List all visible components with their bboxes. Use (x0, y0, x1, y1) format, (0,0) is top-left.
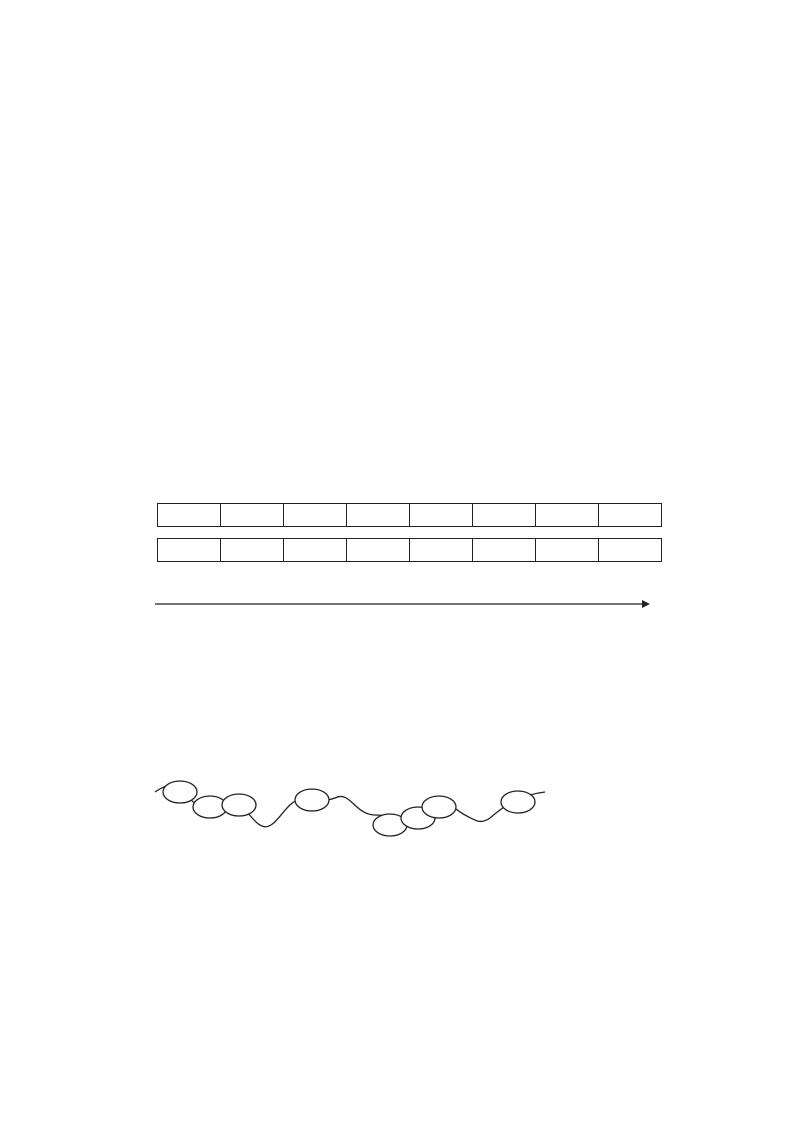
fill-circle[interactable] (295, 789, 329, 811)
sequence-cell[interactable] (284, 504, 347, 526)
sequence-cell[interactable] (347, 504, 410, 526)
sequence-cell[interactable] (221, 539, 284, 561)
fill-circle[interactable] (501, 791, 535, 813)
circle-chain-figure (150, 780, 560, 850)
sequence-cell[interactable] (599, 504, 661, 526)
sequence-cell[interactable] (536, 504, 599, 526)
sequence-cell[interactable] (473, 504, 536, 526)
sequence-cell[interactable] (221, 504, 284, 526)
sequence-row-1 (157, 503, 662, 527)
sequence-cell[interactable] (284, 539, 347, 561)
sequence-cell[interactable] (158, 539, 221, 561)
sequence-cell[interactable] (347, 539, 410, 561)
sequence-cell[interactable] (536, 539, 599, 561)
number-line-axis (150, 592, 650, 614)
fill-circle[interactable] (163, 781, 197, 803)
fill-circle[interactable] (422, 796, 456, 818)
sequence-row-2 (157, 538, 662, 562)
sequence-cell[interactable] (473, 539, 536, 561)
sequence-cell[interactable] (410, 504, 473, 526)
sequence-cell[interactable] (158, 504, 221, 526)
fill-circle[interactable] (222, 794, 256, 816)
sequence-cell[interactable] (599, 539, 661, 561)
sequence-cell[interactable] (410, 539, 473, 561)
